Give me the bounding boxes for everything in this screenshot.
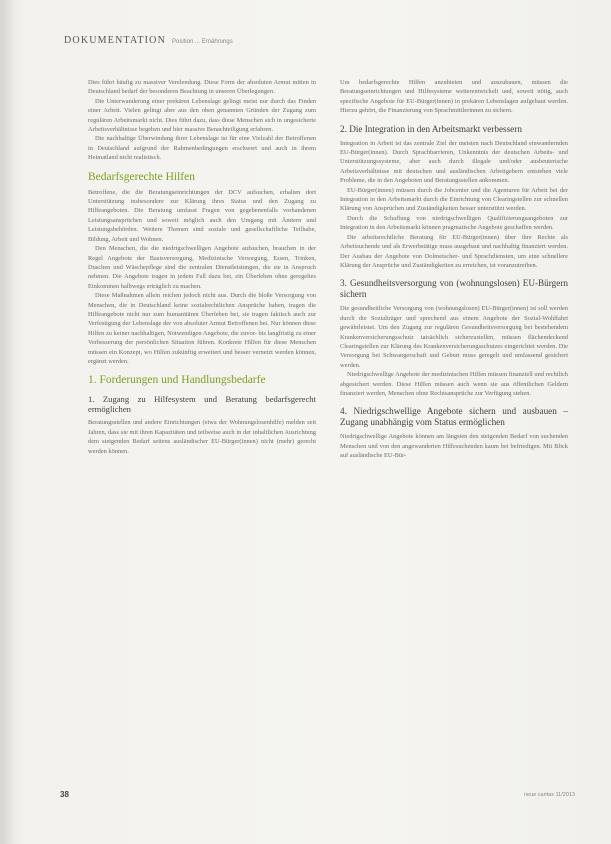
subheading-arbeitsmarkt: 2. Die Integration in den Arbeitsmarkt verbessern xyxy=(340,123,522,134)
paragraph: Durch die Schaffung von niedrigschwelligen Qualifizierungsangeboten zur Integration in den Arbeitsmarkt können pragmatische Angebote geschaffen werden. xyxy=(340,214,568,232)
paragraph: Den Menschen, die die niedrigschwelligen Angebote aufsuchen, brauchen in der Regel Angebote der Basisversorgung, Medizinische Versorgung, Essen, Trinken, Duschen und Wäschepflege sind die zentralen Dienstleistungen, die sie in Anspruch nehmen. Die Angebote tragen in jedem Fall dazu bei, ein Überleben ohne geregeltes Einkommen halbwegs erträglich zu machen. xyxy=(88,245,316,290)
paragraph: Beratungsstellen und andere Einrichtungen (etwa der Wohnungslosenhilfe) melden seit Jahren, dass sie mit ihren Kapazitäten und teilweise auch in der inhaltlichen Ausrichtung dem steigenden Bedarf seitens ausländischer EU-Bürger(innen) nicht (mehr) gerecht werden können. xyxy=(88,419,316,455)
header-subtitle: Position ... Ernährungs xyxy=(172,39,233,45)
left-column xyxy=(88,78,316,456)
running-header xyxy=(64,30,584,44)
page-number: 38 xyxy=(60,790,69,799)
subheading-zugang-hilfesystem: 1. Zugang zu Hilfesystem und Beratung bedarfsgerecht ermöglichen xyxy=(88,394,316,415)
paragraph: Die nachhaltige Überwindung ihrer Lebenslage ist für eine Vielzahl der Betroffenen in Deutschland aufgrund der Rahmenbedingungen erschwert und auch in ihrem Heimatland nicht realistisch. xyxy=(88,135,316,162)
subheading-gesundheitsversorgung: 3. Gesundheitsversorgung von (wohnungslosen) EU-Bürgern sichern xyxy=(340,278,568,300)
section-heading-forderungen: 1. Forderungen und Handlungsbedarfe xyxy=(88,374,266,387)
section-heading-bedarfsgerechte-hilfen: Bedarfsgerechte Hilfen xyxy=(88,170,195,183)
subheading-niedrigschwellige-angebote: 4. Niedrigschwellige Angebote sichern und ausbauen – Zugang unabhängig vom Status ermöglichen xyxy=(340,406,568,428)
paragraph: Um bedarfsgerechte Hilfen anzubieten und auszubauen, müssen die Beratungseinrichtungen und Hilfesysteme weiterentwickelt und, soweit nötig, auch spezifische Angebote für EU-Bürger(innen) in prekären Lebenslagen aufgebaut werden. Hierzu gehört, die Finanzierung von Sprachmittlerinnen zu sichern. xyxy=(340,79,568,115)
section-title: DOKUMENTATION xyxy=(64,35,167,46)
paragraph: Dies führt häufig zu massiver Verelendung. Diese Form der absoluten Armut mitten in Deutschland bedarf der besonderen Beachtung in unseren Überlegungen. xyxy=(88,79,316,96)
paragraph: Die gesundheitliche Versorgung von (wohnungslosen) EU-Bürger(innen) ist soll werden durch die Sozialträger und sprechend aus einem Angebote der Sozial-Wohlfahrt gewährleistet. Um den Zugang zur regulären Gesundheitsversorgung bei bestehendem Krankenversicherungsschutz tatsächlich sicherzustellen, müssen flächendeckend Clearingstellen zur Klärung des Krankenversicherungsschutzes eingerichtet werden. Die Versorgung bei Schwangerschaft und Geburt muss geregelt und umfassend gesichert werden. xyxy=(340,305,568,369)
paragraph: Betroffene, die die Beratungseinrichtungen der DCV aufsuchen, erhalten dort Unterstützung insbesondere zur Klärung ihres Status und den Zugang zu Hilfeangeboten. Die Beratung umfasst Fragen von gegebenenfalls vorhandenen Leistungsansprüchen und soweit möglich auch den Umgang mit Ämtern und Leistungsbehörden. Weitere Themen sind soziale und gesellschaftliche Teilhabe, Bildung, Arbeit und Wohnen. xyxy=(88,188,316,243)
paragraph: Die Unterwanderung einer prekären Lebenslage gelingt meist nur durch das Finden einer Arbeit. Vielen gelingt aber aus den oben genannten Gründen der Zugang zum regulären Arbeitsmarkt nicht. Dies führt dazu, dass diese Menschen sich in ungesicherte Arbeitsverhältnisse begeben und hier massive Benachteiligung erfahren. xyxy=(88,97,316,134)
paragraph: Die arbeitsrechtliche Beratung für EU-Bürger(innen) über ihre Rechte als Arbeitsuchende und als Erwerbstätige muss ausgebaut und nachhaltig finanziert werden. Der Ausbau der Angebote von Dolmetscher- und Sprachdiensten, um eine schnellere Klärung der Ansprüche und Zuständigkeiten zu erreichen, ist voranzutreiben. xyxy=(340,233,568,269)
journal-name: neue caritas 11/2013 xyxy=(524,792,575,798)
paragraph: Niedrigschwellige Angebote der medizinischen Hilfen müssen finanziell und rechtlich abgesichert werden. Diese Hilfen müssen auch wenn sie aus öffentlichen Geldern finanziert werden, Menschen ohne Rechtsansprüche zur Verfügung stehen. xyxy=(340,371,568,397)
right-column xyxy=(340,78,568,461)
paragraph: EU-Bürger(innen) müssen durch die Jobcenter und die Agenturen für Arbeit bei der Integration in den Arbeitsmarkt durch die Einrichtung von Clearingstellen zur schnellen Klärung von Ansprüchen und Zuständigkeiten besser unterstützt werden. xyxy=(340,186,568,213)
paragraph: Integration in Arbeit ist das zentrale Ziel der meisten nach Deutschland einwandernden EU-Bürger(innen). Durch Sprachbarrieren, Unkenntnis der deutschen Arbeits- und Unterstützungssysteme, aber auch durch illegale und/oder ausbeuterische Arbeitsverhältnisse mit deutschen und ausländischen Arbeitgebern entstehen viele Probleme, die in den Angeboten und Beratungsstellen ankommen. xyxy=(340,139,568,185)
paragraph: Niedrigschwellige Angebote können am längsten den steigenden Bedarf von suchenden Menschen und von den angewanderten Hilfesuchenden kaum bei befriedigen. Mit Blick auf ausländische EU-Bür- xyxy=(340,433,568,460)
paragraph: Diese Maßnahmen allein reichen jedoch nicht aus. Durch die bloße Versorgung von Menschen, die in Deutschland keine sozialrechtlichen Ansprüche haben, tragen die Hilfeangebote nicht nur zum humanitären Überleben bei, sie tragen faktisch auch zur Verfestigung der Lebenslage der von absoluter Armut Betroffenen bei. Nur können diese Hilfen zu keiner nachhaltigen, Notwendigen Angebote, die zuvor- bis langfristig zu einer Verbesserung der persönlichen Situation führen. Konkrete Hilfen für diese Menschen müssen ein Konzept, wo Hilfen zukünftig erweitert und besser vernetzt werden können, ergänzt werden. xyxy=(88,292,316,365)
scan-shadow xyxy=(0,0,14,844)
